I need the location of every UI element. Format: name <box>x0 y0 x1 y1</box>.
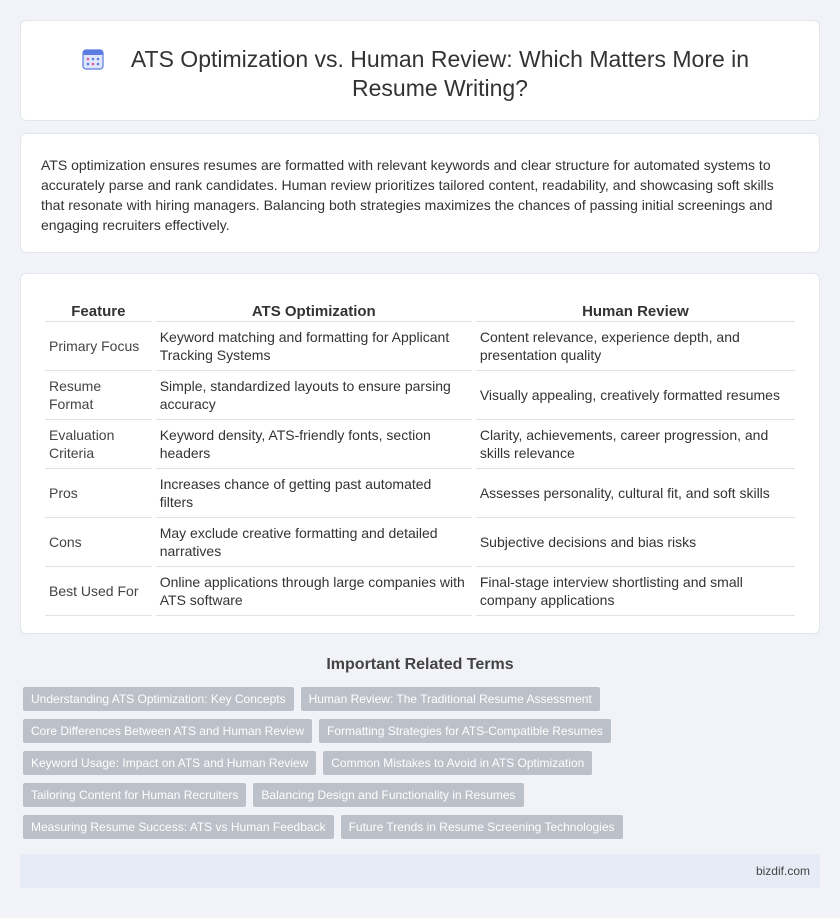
ats-cell: Keyword density, ATS-friendly fonts, section headers <box>156 420 472 469</box>
footer-bar <box>20 854 820 888</box>
related-term-link[interactable]: Keyword Usage: Impact on ATS and Human Review <box>23 751 316 775</box>
human-cell: Subjective decisions and bias risks <box>476 518 795 567</box>
related-term-link[interactable]: Tailoring Content for Human Recruiters <box>23 783 246 807</box>
related-terms-heading: Important Related Terms <box>326 656 514 673</box>
page-title: ATS Optimization vs. Human Review: Which Matters More in Resume Writing? <box>130 46 750 101</box>
intro-card <box>20 133 820 253</box>
table-row <box>45 518 795 567</box>
feature-cell: Cons <box>45 518 152 567</box>
related-term-link[interactable]: Balancing Design and Functionality in Resumes <box>253 783 523 807</box>
table-header-row <box>45 296 795 322</box>
feature-cell: Resume Format <box>45 371 152 420</box>
feature-cell: Primary Focus <box>45 322 152 371</box>
human-cell: Content relevance, experience depth, and presentation quality <box>476 322 795 371</box>
ats-cell: Keyword matching and formatting for Applicant Tracking Systems <box>156 322 472 371</box>
table-row <box>45 469 795 518</box>
related-term-link[interactable]: Human Review: The Traditional Resume Assessment <box>301 687 600 711</box>
related-term-link[interactable]: Measuring Resume Success: ATS vs Human Feedback <box>23 815 334 839</box>
related-term-link[interactable]: Understanding ATS Optimization: Key Concepts <box>23 687 294 711</box>
related-term-link[interactable]: Formatting Strategies for ATS-Compatible Resumes <box>319 719 611 743</box>
ats-cell: Increases chance of getting past automated filters <box>156 469 472 518</box>
header-ats: ATS Optimization <box>156 296 472 322</box>
header-feature: Feature <box>45 296 152 322</box>
page-title-wrap <box>81 45 779 103</box>
feature-cell: Best Used For <box>45 567 152 616</box>
related-terms-list <box>23 687 803 847</box>
comparison-table-card <box>20 273 820 634</box>
related-term-link[interactable]: Common Mistakes to Avoid in ATS Optimization <box>323 751 592 775</box>
human-cell: Clarity, achievements, career progression, and skills relevance <box>476 420 795 469</box>
table-row <box>45 567 795 616</box>
human-cell: Assesses personality, cultural fit, and soft skills <box>476 469 795 518</box>
site-link[interactable]: bizdif.com <box>755 864 810 878</box>
intro-paragraph: ATS optimization ensures resumes are formatted with relevant keywords and clear structure for automated systems to accurately parse and rank candidates. Human review prioritizes tailored content, readability, and showcasing soft skills that resonate with hiring managers. Balancing both strategies maximizes the chances of passing initial screenings and engaging recruiters effectively. <box>41 157 774 233</box>
table-row <box>45 322 795 371</box>
title-card <box>20 20 820 121</box>
feature-cell: Pros <box>45 469 152 518</box>
ats-cell: Online applications through large companies with ATS software <box>156 567 472 616</box>
ats-cell: Simple, standardized layouts to ensure parsing accuracy <box>156 371 472 420</box>
ats-cell: May exclude creative formatting and detailed narratives <box>156 518 472 567</box>
related-term-link[interactable]: Core Differences Between ATS and Human Review <box>23 719 312 743</box>
table-row <box>45 420 795 469</box>
table-row <box>45 371 795 420</box>
feature-cell: Evaluation Criteria <box>45 420 152 469</box>
related-term-link[interactable]: Future Trends in Resume Screening Technologies <box>341 815 623 839</box>
human-cell: Visually appealing, creatively formatted resumes <box>476 371 795 420</box>
human-cell: Final-stage interview shortlisting and small company applications <box>476 567 795 616</box>
header-human: Human Review <box>476 296 795 322</box>
comparison-table <box>41 296 799 616</box>
